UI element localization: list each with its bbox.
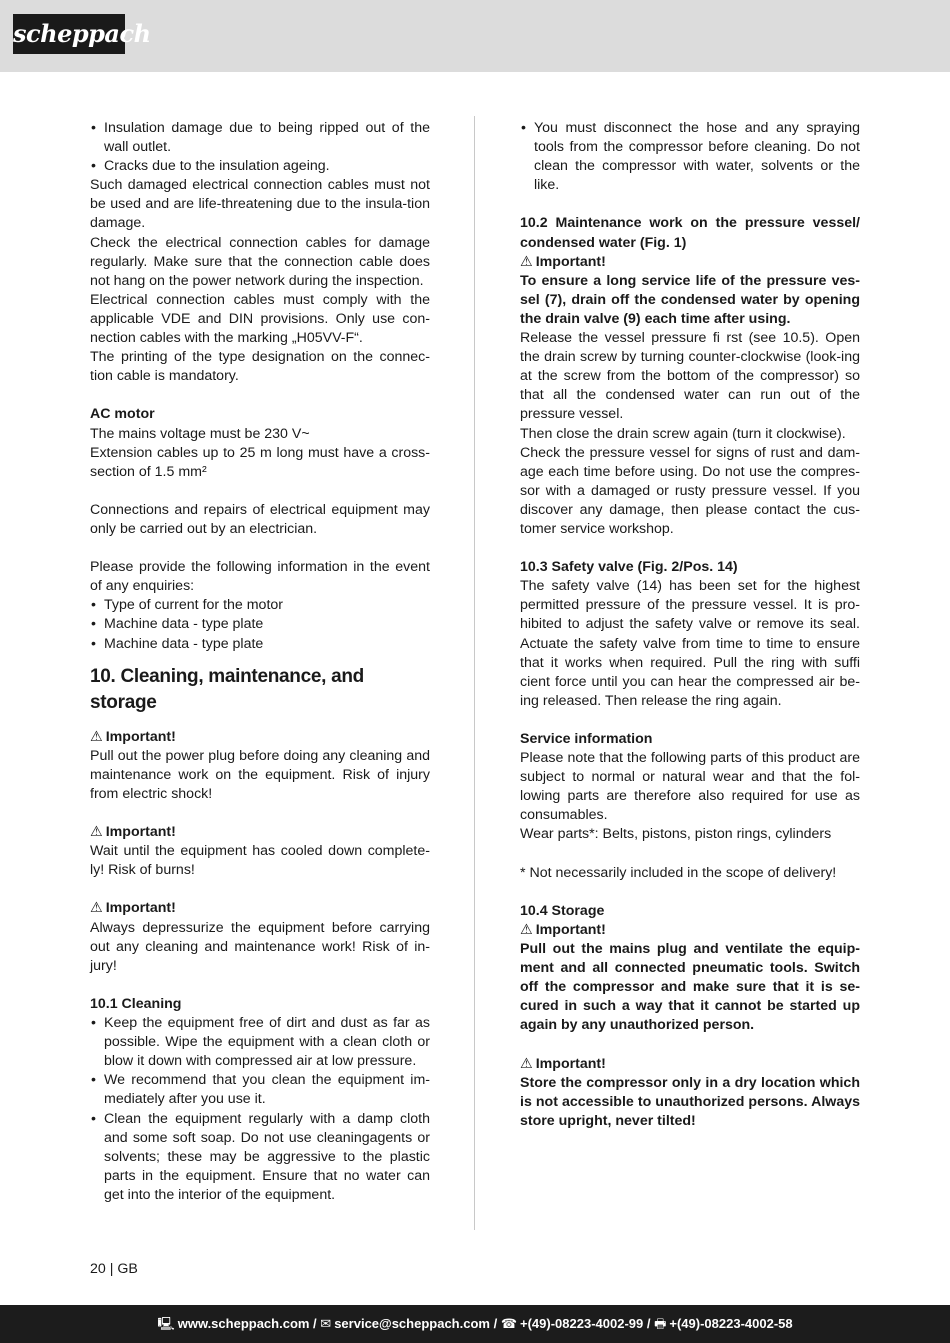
paragraph: Wait until the equipment has cooled down complete-ly! Risk of burns! [90, 843, 430, 879]
list-item: • Cracks due to the insulation ageing. [90, 157, 430, 176]
important-label: ⚠ Important! [90, 900, 176, 917]
warning-icon: ⚠ [90, 728, 103, 745]
cleaning-list [90, 1014, 430, 1205]
list-item: • You must disconnect the hose and any spraying tools from the compressor before cleaning. Do not clean the compressor with water, solvents or the like. [520, 119, 860, 195]
website-link[interactable]: www.scheppach.com / [177, 1316, 317, 1331]
email-icon: ✉ [320, 1316, 332, 1331]
paragraph: Connections and repairs of electrical equipment may only be carried out by an electrician. [90, 501, 430, 537]
warning-icon: ⚠ [90, 900, 103, 917]
phone-icon: ☎ [500, 1316, 518, 1331]
paragraph: The printing of the type designation on the connec-tion cable is mandatory. [90, 349, 430, 385]
paragraph: Electrical connection cables must comply with the applicable VDE and DIN provisions. Only use con-nection cables with the marking „H05VV-F“. [90, 291, 430, 347]
brand-logo: scheppach [13, 14, 125, 54]
left-column [90, 119, 430, 1205]
right-column [520, 119, 860, 1131]
paragraph: Then close the drain screw again (turn it clockwise). [520, 425, 846, 442]
computer-icon: 🖳 [157, 1316, 175, 1331]
bold-notice: Store the compressor only in a dry location which is not accessible to unauthorized persons. Always store upright, never tilted! [520, 1074, 860, 1129]
paragraph: Please provide the following information in the event of any enquiries: [90, 559, 430, 595]
paragraph: The mains voltage must be 230 V~ [90, 425, 310, 442]
warning-icon: ⚠ [520, 1055, 533, 1072]
email-link[interactable]: service@scheppach.com / [334, 1316, 498, 1331]
paragraph: Extension cables up to 25 m long must have a cross-section of 1.5 mm² [90, 444, 430, 480]
list-item: • We recommend that you clean the equipment im-mediately after you use it. [90, 1071, 430, 1109]
phone-number: +(49)-08223-4002-99 / [520, 1316, 651, 1331]
paragraph: Wear parts*: Belts, pistons, piston rings, cylinders [520, 826, 832, 843]
list-item: • Type of current for the motor [90, 596, 430, 615]
page-footer [0, 1305, 950, 1343]
footnote: * Not necessarily included in the scope of delivery! [520, 864, 837, 881]
important-label: ⚠ Important! [90, 728, 176, 745]
important-label: ⚠ Important! [520, 1055, 606, 1072]
list-item: • Clean the equipment regularly with a damp cloth and some soft soap. Do not use cleaningagents or solvents; these may be aggressive to the plastic parts in the equipment. Ensure that no water can get into the interior of the equipment. [90, 1110, 430, 1205]
service-heading: Service information [520, 731, 653, 747]
cleaning-heading: 10.1 Cleaning [90, 995, 182, 1012]
bold-notice: Pull out the mains plug and ventilate the equip-ment and all connected pneumatic tools. Switch off the compressor and make sure that it is se-cured in such a way that it cannot be started up again by any unauthorized person. [520, 941, 860, 1034]
column-divider [474, 116, 475, 1230]
paragraph: Please note that the following parts of this product are subject to normal or natural wear and that the fol-lowing parts are therefore also required for use as consumables. [520, 750, 860, 824]
bold-notice: To ensure a long service life of the pressure ves-sel (7), drain off the condensed water by opening the drain valve (9) each time after using. [520, 272, 860, 327]
warning-icon: ⚠ [520, 253, 533, 270]
paragraph: Pull out the power plug before doing any cleaning and maintenance work on the equipment. Risk of injury from electric shock! [90, 747, 430, 802]
fax-number: +(49)-08223-4002-58 [669, 1316, 793, 1331]
fax-icon: 🖶 [654, 1316, 667, 1331]
list-item: • Insulation damage due to being ripped out of the wall outlet. [90, 119, 430, 157]
paragraph: The safety valve (14) has been set for the highest permitted pressure of the pressure vessel. It is pro-hibited to adjust the safety valve or remove its seal. Actuate the safety valve from time to time to ensure that it works when required. Pull the ring with suffi cient force until you can hear the compressed air be-ing released. Then release the ring again. [520, 578, 860, 709]
paragraph: Always depressurize the equipment before carrying out any cleaning and maintenance work! Risk of in-jury! [90, 919, 430, 974]
storage-heading: 10.4 Storage [520, 902, 605, 919]
warning-icon: ⚠ [520, 921, 533, 938]
safety-valve-heading: 10.3 Safety valve (Fig. 2/Pos. 14) [520, 559, 738, 576]
disconnect-list [520, 119, 860, 195]
page-header [0, 0, 950, 72]
maintenance-heading: 10.2 Maintenance work on the pressure vessel/ condensed water (Fig. 1) [520, 215, 860, 251]
important-label: ⚠ Important! [90, 824, 176, 841]
damage-list [90, 119, 430, 176]
page-number: 20 | GB [90, 1261, 138, 1277]
paragraph: Release the vessel pressure fi rst (see 10.5). Open the drain screw by turning counter-clockwise (look-ing at the screw from the bottom of the compressor) so that all the condensed water can run out of the pressure vessel. [520, 330, 860, 423]
important-label: ⚠ Important! [520, 253, 606, 270]
paragraph: Such damaged electrical connection cables must not be used and are life-threatening due to the insula-tion damage. [90, 177, 430, 232]
list-item: • Machine data - type plate [90, 635, 430, 654]
list-item: • Keep the equipment free of dirt and dust as far as possible. Wipe the equipment with a clean cloth or blow it down with compressed air at low pressure. [90, 1014, 430, 1071]
paragraph: Check the pressure vessel for signs of rust and dam-age each time before using. Do not use the compres-sor with a damaged or rusty pressure vessel. If you discover any damage, then please contact the cus-tomer service workshop. [520, 444, 860, 537]
paragraph: Check the electrical connection cables for damage regularly. Make sure that the connection cable does not hang on the power network during the inspection. [90, 234, 430, 289]
important-label: ⚠ Important! [520, 921, 606, 938]
ac-motor-heading: AC motor [90, 406, 155, 423]
enquiry-list [90, 596, 430, 653]
section-title: 10. Cleaning, maintenance, and storage [90, 665, 364, 713]
list-item: • Machine data - type plate [90, 615, 430, 634]
warning-icon: ⚠ [90, 824, 103, 841]
